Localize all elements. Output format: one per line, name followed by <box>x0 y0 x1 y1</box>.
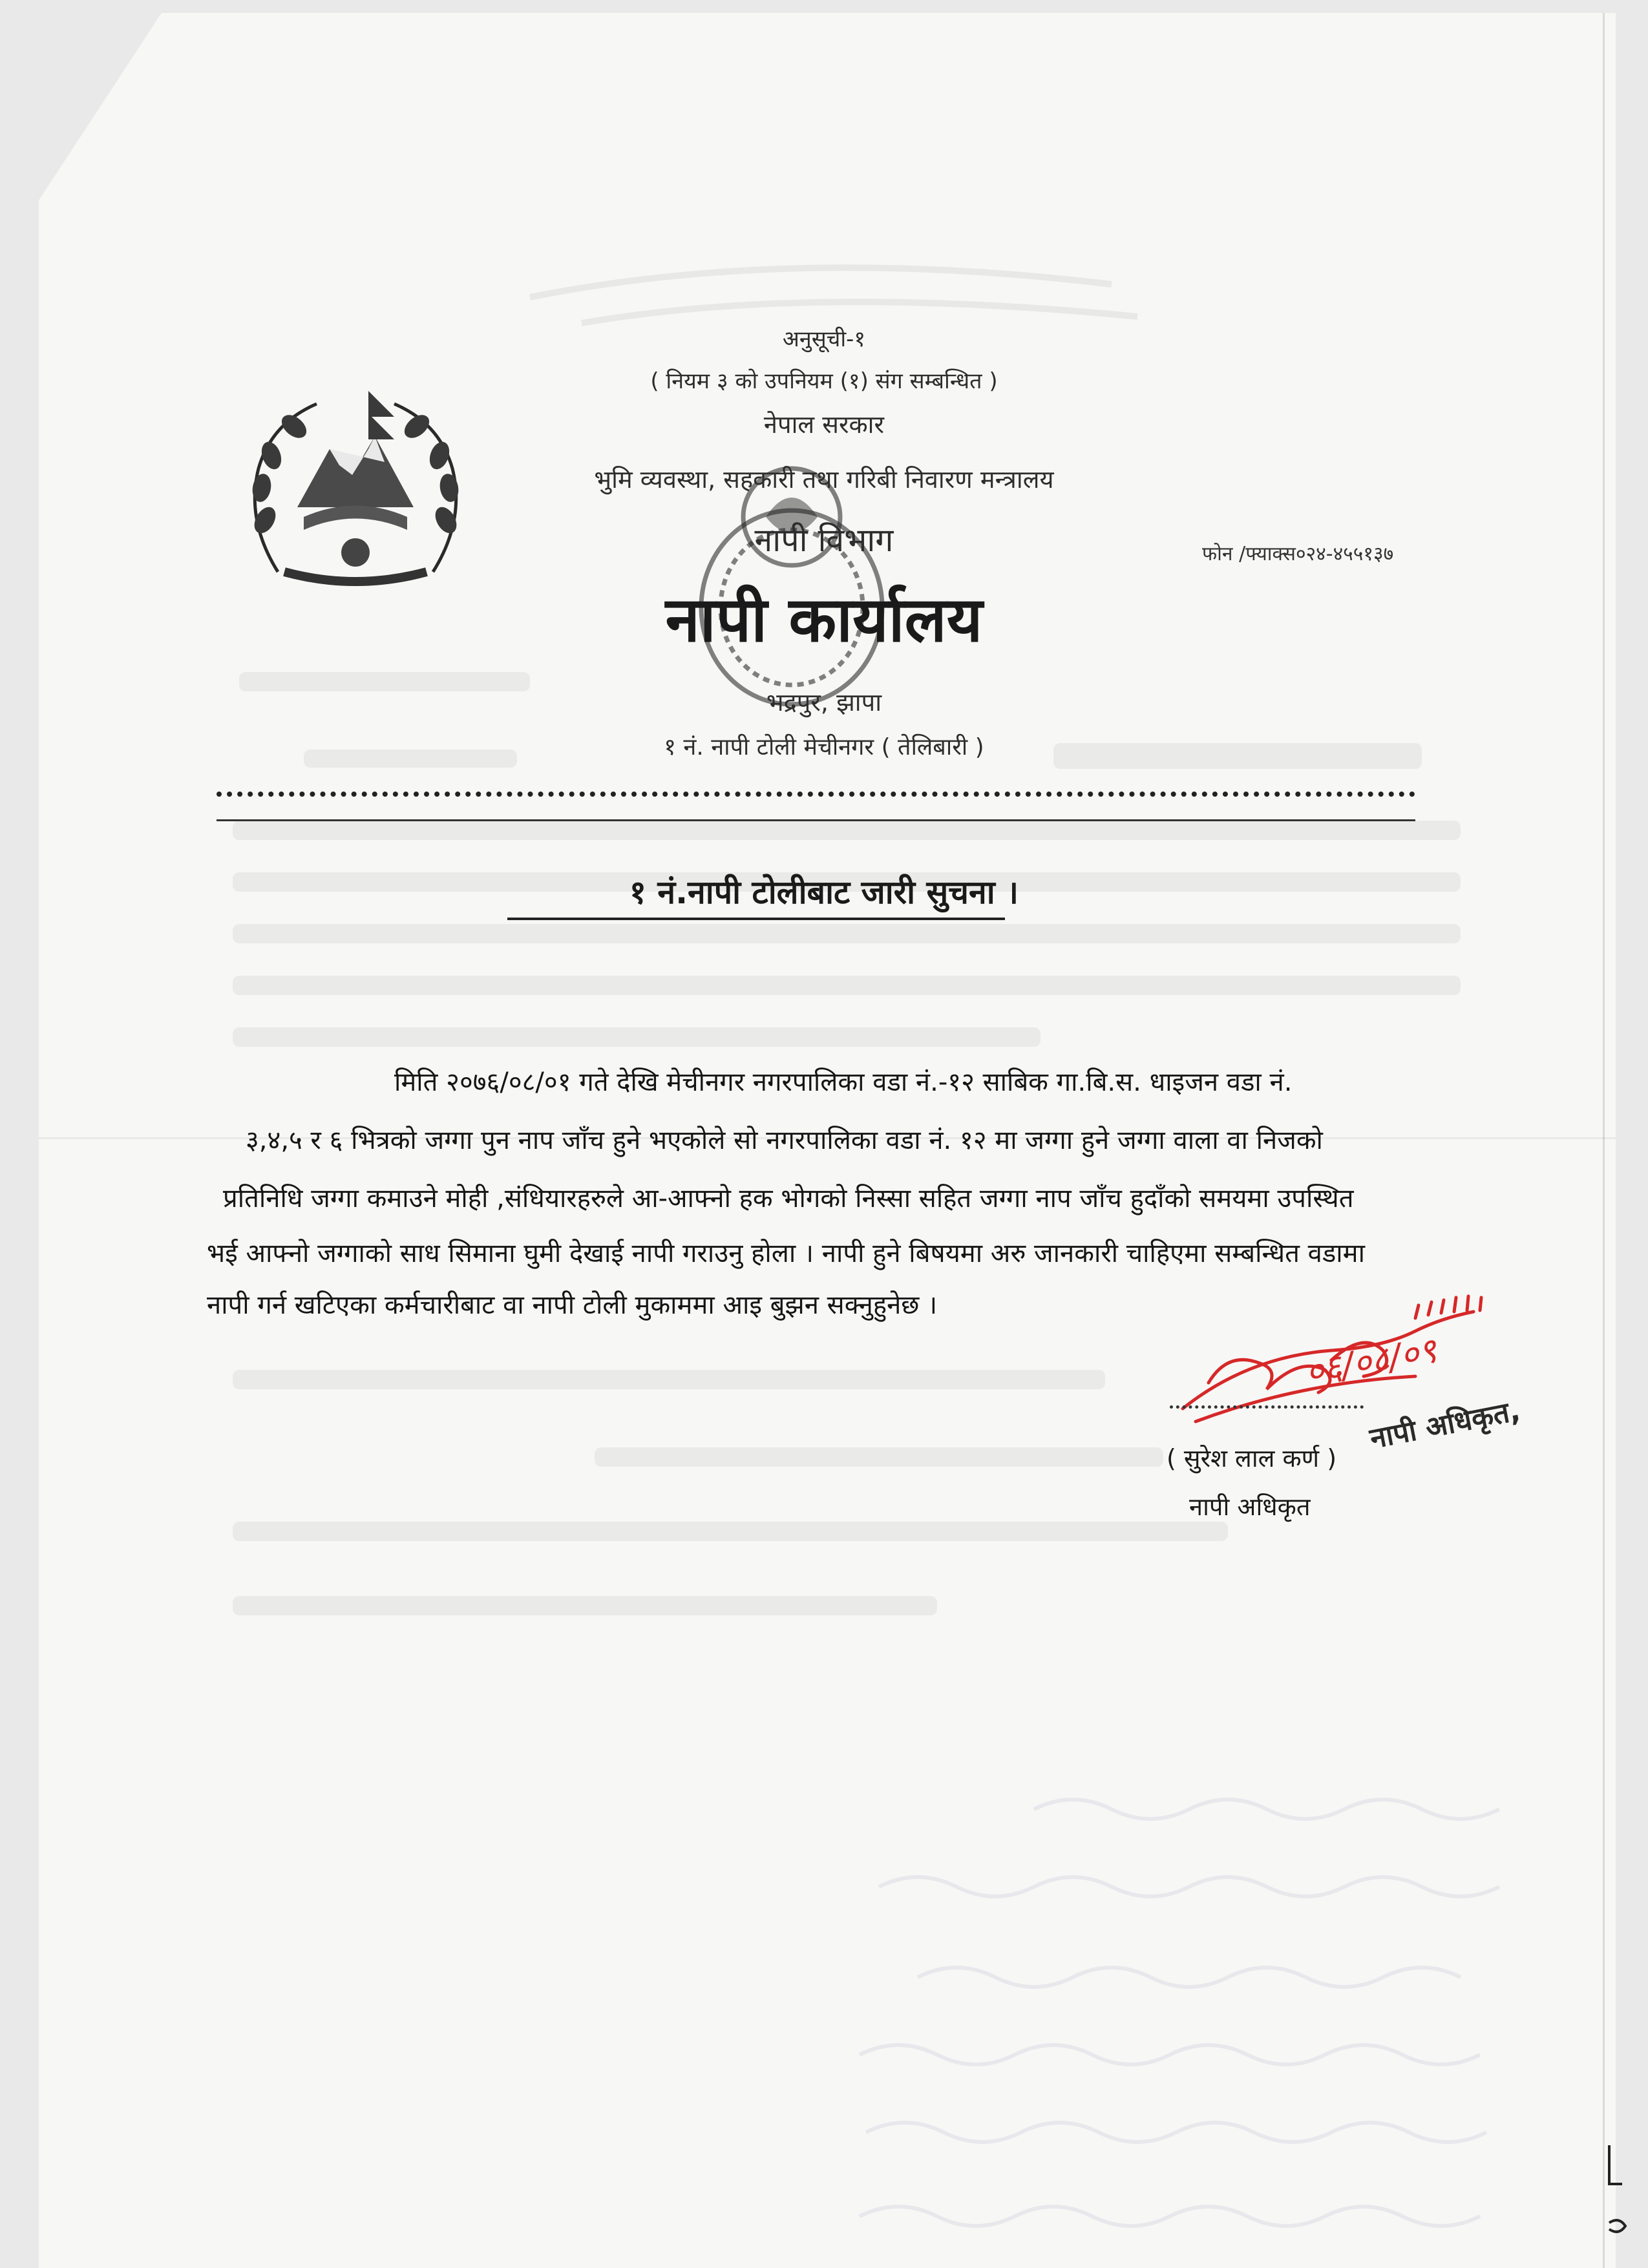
office-name: नापी कार्यालय <box>665 583 983 656</box>
rule-reference: ( नियम ३ को उपनियम (१) संग सम्बन्धित ) <box>650 368 998 394</box>
notice-body-line: नापी गर्न खटिएका कर्मचारीबाट वा नापी टोली मुकाममा आइ बुझन सक्नुहुनेछ । <box>207 1290 938 1320</box>
survey-team: १ नं. नापी टोली मेचीनगर ( तेलिबारी ) <box>664 734 984 761</box>
officer-title-stamp: नापी अधिकृत, <box>1367 1394 1523 1456</box>
schedule-label: अनुसूची-१ <box>782 326 866 352</box>
notice-body-line: भई आफ्नो जग्गाको साध सिमाना घुमी देखाई नापी गराउनु होला । नापी हुने बिषयमा अरु जानकारी चाहिएमा सम्बन्धित वडामा <box>207 1239 1365 1268</box>
notice-title: १ नं.नापी टोलीबाट जारी सुचना । <box>629 874 1019 911</box>
handwritten-date: ०६/०८/०९ <box>1302 1329 1440 1393</box>
signature-line <box>1170 1405 1364 1409</box>
header-dotted-divider <box>217 792 1415 797</box>
government-name: नेपाल सरकार <box>763 410 885 439</box>
department-name: नापी विभाग <box>754 521 894 559</box>
officer-title: नापी अधिकृत <box>1189 1493 1311 1521</box>
ministry-name: भुमि व्यवस्था, सहकारी तथा गरिबी निवारण मन्त्रालय <box>594 465 1054 494</box>
officer-name: ( सुरेश लाल कर्ण ) <box>1167 1444 1337 1473</box>
notice-body-line: प्रतिनिधि जग्गा कमाउने मोही ,संधियारहरुले आ-आफ्नो हक भोगको निस्सा सहित जग्गा नाप जाँच हुदाँको समयमा उपस्थित <box>223 1184 1354 1213</box>
notice-body-line: ३,४,५ र ६ भित्रको जग्गा पुन नाप जाँच हुने भएकोले सो नगरपालिका वडा नं. १२ मा जग्गा हुने जग्गा वाला वा निजको <box>246 1126 1323 1155</box>
office-location: भद्रपुर, झापा <box>766 688 882 717</box>
header-solid-divider <box>217 819 1415 821</box>
notice-title-underline <box>507 918 1005 920</box>
edge-marks <box>1596 2132 1635 2262</box>
phone-fax: फोन /फ्याक्स०२४-४५५१३७ <box>1202 543 1394 565</box>
notice-body-line: मिति २०७६/०८/०१ गते देखि मेचीनगर नगरपालिका वडा नं.-१२ साबिक गा.बि.स. धाइजन वडा नं. <box>394 1067 1293 1097</box>
